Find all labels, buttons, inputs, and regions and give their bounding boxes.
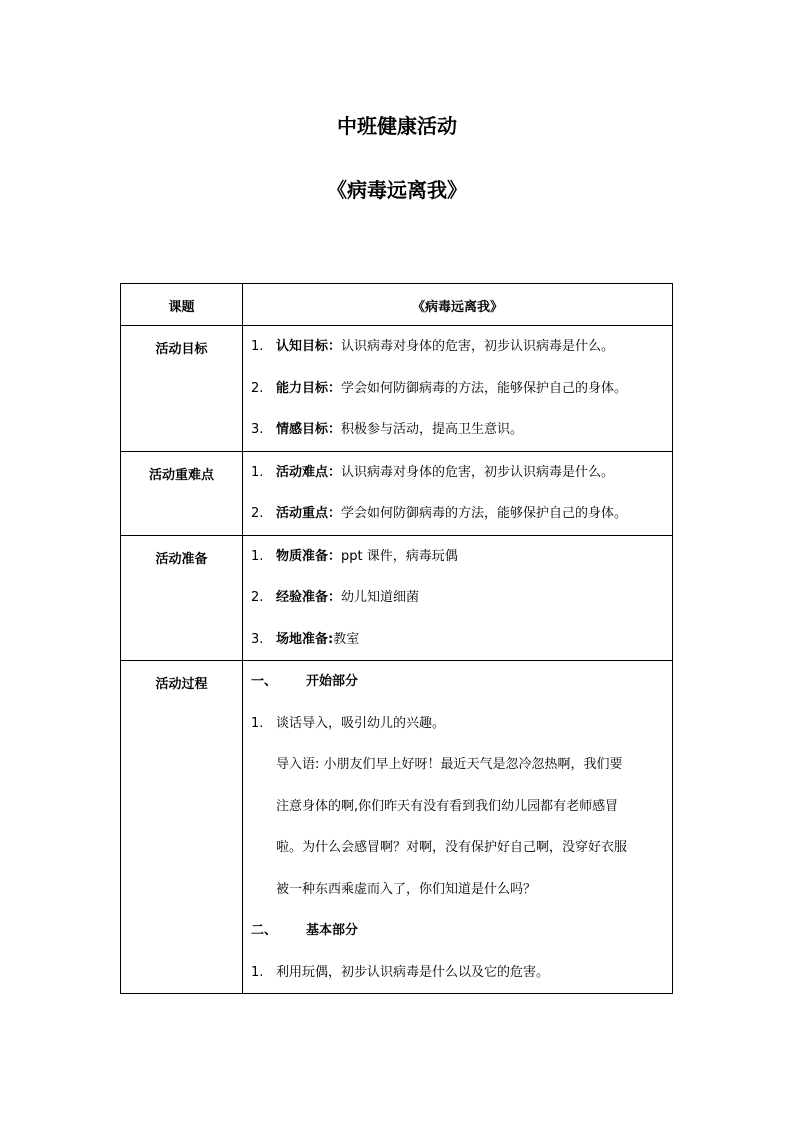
table-row <box>121 451 673 535</box>
table-row <box>121 535 673 661</box>
topic-value: 《病毒远离我》 <box>411 300 503 315</box>
process-content-cell <box>243 661 673 994</box>
preparation-content-cell <box>243 535 673 661</box>
list-item: 2. 活动重点：学会如何防御病毒的方法，能够保护自己的身体。 <box>251 506 628 521</box>
lesson-plan-table <box>120 283 673 994</box>
paragraph-line: 被一种东西乘虚而入了，你们知道是什么吗？ <box>276 881 537 897</box>
document-subtitle: 《病毒远离我》 <box>327 178 467 202</box>
key-points-label-cell <box>121 451 243 535</box>
preparation-label: 活动准备 <box>155 551 208 567</box>
goals-content-cell <box>243 326 673 452</box>
goals-label-cell <box>121 326 243 452</box>
list-item: 1. 谈话导入，吸引幼儿的兴趣。 <box>251 715 446 731</box>
process-label: 活动过程 <box>155 677 208 692</box>
process-label-cell <box>121 661 243 994</box>
table-row <box>121 284 673 326</box>
goals-label: 活动目标 <box>155 342 208 357</box>
list-item: 3. 情感目标：积极参与活动，提高卫生意识。 <box>251 422 524 437</box>
section-heading: 二、 基本部分 <box>251 923 359 938</box>
document-title: 中班健康活动 <box>337 114 457 138</box>
paragraph-line: 导入语: 小朋友们早上好呀！最近天气是忽冷忽热啊，我们要 <box>276 757 623 772</box>
topic-value-cell <box>243 284 673 326</box>
paragraph-line: 注意身体的啊,你们昨天有没有看到我们幼儿园都有老师感冒 <box>276 798 619 814</box>
table-row <box>121 326 673 452</box>
section-heading: 一、 开始部分 <box>251 674 359 689</box>
key-points-content-cell <box>243 451 673 535</box>
list-item: 1. 认知目标：认识病毒对身体的危害，初步认识病毒是什么。 <box>251 339 615 354</box>
topic-label-cell <box>121 284 243 326</box>
paragraph-line: 啦。为什么会感冒啊？对啊，没有保护好自己啊，没穿好衣服 <box>276 840 628 855</box>
list-item: 1. 利用玩偶，初步认识病毒是什么以及它的危害。 <box>251 964 550 980</box>
list-item: 3. 场地准备:教室 <box>251 631 360 647</box>
list-item: 1. 活动难点：认识病毒对身体的危害，初步认识病毒是什么。 <box>251 464 615 480</box>
topic-label: 课题 <box>168 300 195 315</box>
preparation-label-cell <box>121 535 243 661</box>
key-points-label: 活动重难点 <box>148 467 214 483</box>
list-item: 2. 能力目标：学会如何防御病毒的方法，能够保护自己的身体。 <box>251 380 628 396</box>
list-item: 1. 物质准备：ppt 课件，病毒玩偶 <box>251 548 458 564</box>
table-row <box>121 661 673 994</box>
list-item: 2. 经验准备：幼儿知道细菌 <box>251 590 420 605</box>
